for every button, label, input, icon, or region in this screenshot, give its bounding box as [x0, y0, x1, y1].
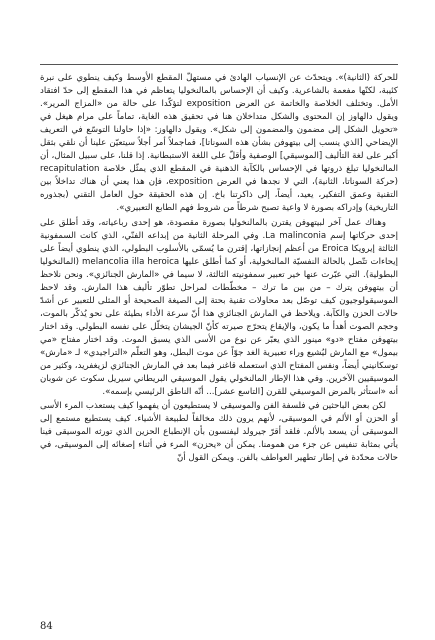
top-rule	[40, 64, 398, 65]
paragraph-3: لكن بعض الباحثين في فلسفة الفن والموسيقى لا يستطيعون أن يفهموا كيف يستعذب المرء الأسى أو الحزن أو الألم في الموسيقى، لأنهم يرون ذلك مخالفاً لطبيعة الأشياء. كيف يستطيع مستمع إلى الموسيقى أن يسعد بالألم. فلقد أقرّ جيرولد ليفنسون بأن الإنطباع الحزين الذي تورثه الموسيقى فينا يأتي بمثابة تنفيس عن جزء من همومنا. يمكن أن «يحزن» المرء في أثناء إصغائه إلى الموسيقى، في حالات محدّدة في إطار تطهير العواطف بالفن. ويمكن القول أنّ	[40, 401, 398, 464]
page-footer	[40, 621, 398, 633]
paragraph-1: للحركة (الثانية)». ويتحدّث عن الإنسياب الهادئ في مستهلّ المقطع الأوسط وكيف ينطوي على نبرة كئيبة، لكنّها مفعمة بالشاعرية. وكيف أن الإحساس بالمالنخوليا يتعاظم في هذا المقطع إلى حدّ افتقاد الأمل. وتختلف الخلاصة والخاتمة عن العرض exposition لتؤكّدا على حالة من «المزاج المرير». ويقول دالهاوز إن المحتوى والشكل متداخلان هنا في تحقيق هذه الغاية، تماماً على مرام هيغل في «تحويل الشكل إلى مضمون والمضمون إلى شكل». ويقول دالهاوز: «إذا حاولنا التوسّع في التعريف الإيضاحي [الذي ينسب إلى بيتهوفن بشأن هذه السوناتا]، فماجملاً أمر أجلاً سيتعيّن علينا أن نلقي بثقل أكبر على لغة التأليف [الموسيقي] الوصفية وأقلّ على اللغة الاستبطانية. إذا قلنا، على سبيل المثال، أن المالنخوليا تبلغ ذروتها في الإحساس بالكآبة الذهنية في المقطع الذي يمثّل خلاصة recapitulation (حركة السوناتا، الثانية)، التي لا نجدها في العرض exposition، فإن هذا يعني أن هناك تداخلاً بين التقنية وعمق التفكير، يعيد، أيضاً، إلى ذاكرتنا باخ. إن هذه الحقيقة حول العامل التقني (بجذوره التاريخية) وإدراكه بصورة لا واعية تصبح شرطاً من شروط فهم الطابع التعبيري».	[40, 73, 398, 214]
body-text	[40, 72, 398, 465]
paragraph-2: وهناك عمل آخر لبيتهوفن يقترن بالمالنخوليا بصورة مقصودة، هو إحدى رباعياته، وقد أطلق على إحدى حركاتها إسم La malinconia. وفي المرحلة الثانية من إبداعه الفنّي، الذي كانت السمفونية الثالثة إيرويكا Eroica من أعظم إنجازاتها، إقترن ما يُسمّى بالأسلوب البطولي، الذي ينطوي أيضاً على إيحاءات تتّصل بالحالة النفسيّة المالنخولية، أو كما أطلق عليها melancolia illa heroica (المالنخوليا البطولية). التي عبّرت عنها خير تعبير سمفونيته الثالثة، لا سيما في «المارش الجنائزي». ونحن نلاحظ أن بيتهوفن يترك – من بين ما ترك – مخطّطات لمراحل تطوّر تأليف هذا المارش. وقد لاحظ الموسيقولوجيون كيف توصّل بعد محاولات تقنية بحتة إلى الصيغة الصحيحة أو المثلى للتعبير عن أشدّ حالات الحزن والكآبة. ويلاحظ في المارش الجنائزي هذا أنّ سرعة الأداء بطيئة على نحو يُذكّر بالموت، وحجم الصوت أهدأ ما يكون، والإيقاع يتحرّج صيرته كأنّ الجيشان يتخلّل على نفسه البطولي. وقد اختار بيتهوفن مفتاح «دو» مينور الذي يعبّر عن نوع من الأسى الذي يسبق الموت. وقد اختار مفتاح «مي بيمول» مع المارش ليُشيع وراء تعبيرية الغد جوّاً عن موت البطل، وهو التعلّم «التراجيدي» لـ «مارش» توسكانيني أيضاً، ونفس المفتاح الذي استعمله قاغنر فيما بعد في المارش الجنائزي لزيغفريد، وكثير من الموسيقيين الآخرين. وفي هذا الإطار المالنخولي يقول الموسيقي البريطاني سيريل سكوت عن شوبان أنه «استأثر بالمرض الموسيقي للقرن [التاسع عشر]... أنّه الناطق الرئيسي بإسمه».	[40, 217, 398, 398]
page-number: 84	[40, 621, 53, 632]
